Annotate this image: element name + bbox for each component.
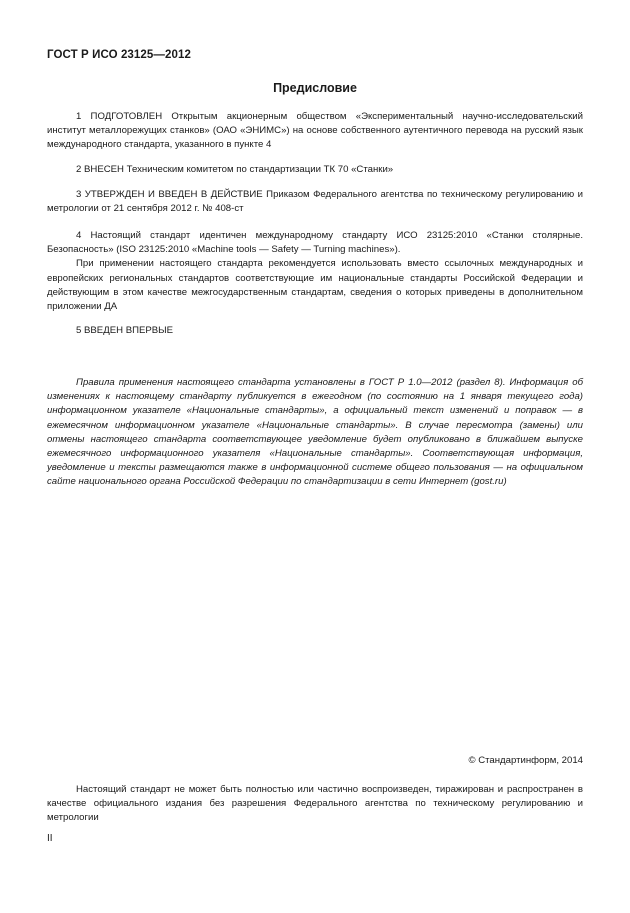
preface-section-4 (47, 229, 583, 314)
preface-section-5 (47, 324, 583, 338)
reproduction-notice (47, 783, 583, 826)
reproduction-text: Настоящий стандарт не может быть полностью или частично воспроизведен, тиражирован и распространен в качестве официального издания без разрешения Федерального агентства по техническому регулированию и метрологии (47, 784, 583, 824)
preface-title: Предисловие (273, 81, 357, 95)
section-2-text: 2 ВНЕСЕН Техническим комитетом по стандартизации ТК 70 «Станки» (76, 164, 394, 175)
preface-section-3 (47, 188, 583, 216)
section-4-note: При применении настоящего стандарта рекомендуется использовать вместо ссылочных международных и европейских региональных стандартов соответствующие им национальные стандарты Российской Федерации и действующим в этом качестве межгосударственным стандартам, сведения о которых приведены в дополнительном приложении ДА (47, 258, 583, 313)
application-rules-notice (47, 376, 583, 490)
section-1-text: 1 ПОДГОТОВЛЕН Открытым акционерным обществом «Экспериментальный научно-исследовательский институт металлорежущих станков» (ОАО «ЭНИМС») на основе собственного аутентичного перевода на русский язык международного стандарта, указанного в пункте 4 (47, 111, 583, 151)
notice-text: Правила применения настоящего стандарта установлены в ГОСТ Р 1.0—2012 (раздел 8). Информация об изменениях к настоящему стандарту публикуется в ежегодном (по состоянию на 1 января текущего года) информационном указателе «Национальные стандарты», а официальный текст изменений и поправок — в ежемесячном информационном указателе «Национальные стандарты». В случае пересмотра (замены) или отмены настоящего стандарта соответствующее уведомление будет опубликовано в ближайшем выпуске ежемесячного информационного указателя «Национальные стандарты». Соответствующая информация, уведомление и тексты размещаются также в информационной системе общего пользования — на официальном сайте национального органа Российской Федерации по стандартизации в сети Интернет (gost.ru) (47, 377, 583, 488)
section-3-text: 3 УТВЕРЖДЕН И ВВЕДЕН В ДЕЙСТВИЕ Приказом Федерального агентства по техническому регулированию и метрологии от 21 сентября 2012 г. № 408-ст (47, 189, 583, 215)
preface-section-2 (47, 163, 583, 177)
section-4-text: 4 Настоящий стандарт идентичен международному стандарту ИСО 23125:2010 «Станки столярные. Безопасность» (ISO 23125:2010 «Machine tools — Safety — Turning machines»). (47, 230, 583, 256)
document-code: ГОСТ Р ИСО 23125—2012 (47, 49, 192, 61)
preface-section-1 (47, 110, 583, 153)
copyright: © Стандартинформ, 2014 (468, 755, 583, 766)
section-5-text: 5 ВВЕДЕН ВПЕРВЫЕ (76, 325, 174, 336)
page-number: II (47, 833, 53, 844)
